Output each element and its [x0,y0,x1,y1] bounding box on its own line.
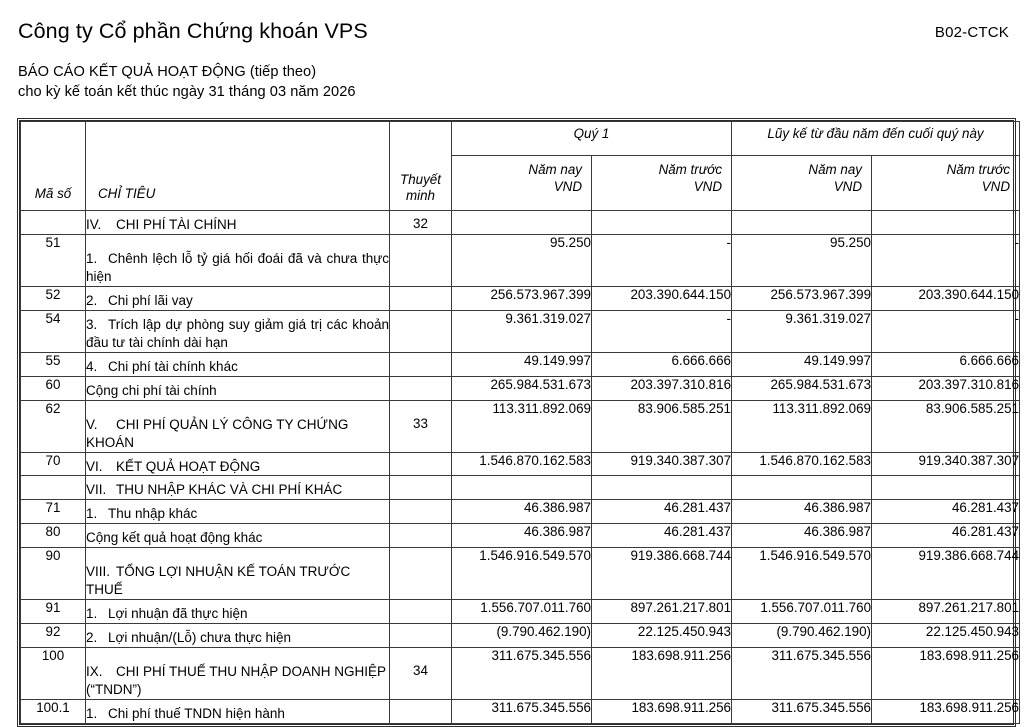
row-quarter-current: 46.386.987 [452,524,592,548]
row-index: 2. [86,630,98,646]
row-quarter-current: 49.149.997 [452,352,592,376]
header-quarter-previous-line2: VND [693,178,723,194]
row-label [86,211,390,235]
row-cumulative-current: 256.573.967.399 [732,286,872,310]
row-label-text: Chi phí thuế TNDN hiện hành [108,706,285,722]
row-code: 52 [21,286,86,310]
row-quarter-previous: 897.261.217.801 [592,600,732,624]
row-cumulative-current: 1.556.707.011.760 [732,600,872,624]
row-code [21,211,86,235]
row-label-text: Cộng chi phí tài chính [86,382,217,398]
row-quarter-current [452,476,592,500]
row-label-text: Lợi nhuận đã thực hiện [108,606,248,622]
row-cumulative-current: 46.386.987 [732,500,872,524]
header-group-quarter: Quý 1 [452,122,732,156]
row-label-text: Cộng kết quả hoạt động khác [86,530,263,546]
header-quarter-previous-line1: Năm trước [658,162,723,177]
row-cumulative-previous: 83.906.585.251 [872,400,1020,452]
row-note [390,310,452,352]
row-label [86,648,390,700]
row-note [390,234,452,286]
row-note [390,352,452,376]
row-note [390,548,452,600]
row-cumulative-current [732,211,872,235]
row-label [86,600,390,624]
row-index: 1. [86,506,98,522]
row-cumulative-previous: 183.698.911.256 [872,700,1020,724]
header-cumulative-current-line1: Năm nay [808,162,863,177]
row-cumulative-previous: - [872,234,1020,286]
table-row [21,548,1020,600]
row-note [390,376,452,400]
table-header-group-row [21,122,1020,156]
row-label [86,352,390,376]
row-quarter-previous: 919.386.668.744 [592,548,732,600]
row-label-text: Chênh lệch lỗ tỷ giá hối đoái đã và chưa thực hiện [86,250,389,284]
row-label [86,624,390,648]
header-quarter-current-line2: VND [553,178,582,194]
company-name: Công ty Cổ phần Chứng khoán VPS [18,19,368,43]
row-code: 100 [21,648,86,700]
row-index: 1. [86,606,98,622]
table-row [21,352,1020,376]
row-quarter-current: 256.573.967.399 [452,286,592,310]
header-cumulative-previous-line2: VND [981,178,1011,194]
row-cumulative-current: 95.250 [732,234,872,286]
row-quarter-current: 1.546.870.162.583 [452,452,592,476]
row-label [86,524,390,548]
row-index: V. [86,416,98,432]
row-label-text: THU NHẬP KHÁC VÀ CHI PHÍ KHÁC [116,482,343,498]
row-quarter-previous: 22.125.450.943 [592,624,732,648]
table-row [21,310,1020,352]
table-header [21,122,1020,211]
row-cumulative-previous: 919.386.668.744 [872,548,1020,600]
row-quarter-current [452,211,592,235]
row-cumulative-current [732,476,872,500]
row-label-text: Thu nhập khác [108,506,198,522]
row-quarter-previous: 183.698.911.256 [592,648,732,700]
row-code: 100.1 [21,700,86,724]
row-cumulative-previous: 6.666.666 [872,352,1020,376]
row-quarter-previous: - [592,234,732,286]
row-code [21,476,86,500]
row-code: 62 [21,400,86,452]
row-label [86,400,390,452]
row-quarter-current: 46.386.987 [452,500,592,524]
row-quarter-previous: 203.397.310.816 [592,376,732,400]
table-row [21,400,1020,452]
row-quarter-current: 95.250 [452,234,592,286]
row-code: 60 [21,376,86,400]
row-cumulative-previous: 897.261.217.801 [872,600,1020,624]
row-code: 80 [21,524,86,548]
row-index: 1. [86,706,98,722]
row-cumulative-previous: 183.698.911.256 [872,648,1020,700]
header-cumulative-current [732,156,872,211]
row-label-text: CHI PHÍ THUẾ THU NHẬP DOANH NGHIỆP (“TNDN”) [86,664,386,698]
row-note: 34 [390,648,452,700]
row-quarter-current: 1.556.707.011.760 [452,600,592,624]
row-label [86,234,390,286]
row-note [390,500,452,524]
header-col-note-line2: minh [405,187,436,203]
row-label-text: Chi phí tài chính khác [108,358,238,374]
table-row [21,476,1020,500]
header-col-note-line1: Thuyết [400,171,441,187]
row-cumulative-previous [872,476,1020,500]
row-label-text: Trích lập dự phòng suy giảm giá trị các khoản đầu tư tài chính dài hạn [86,316,389,350]
row-cumulative-current: 1.546.916.549.570 [732,548,872,600]
header-cumulative-previous-line1: Năm trước [946,162,1011,177]
row-cumulative-current: 46.386.987 [732,524,872,548]
row-index: 3. [86,316,98,332]
row-quarter-current: (9.790.462.190) [452,624,592,648]
row-note [390,700,452,724]
table-row [21,234,1020,286]
row-label-text: CHI PHÍ TÀI CHÍNH [116,217,237,232]
row-cumulative-current: 265.984.531.673 [732,376,872,400]
row-quarter-previous: 6.666.666 [592,352,732,376]
table-row [21,500,1020,524]
report-title: BÁO CÁO KẾT QUẢ HOẠT ĐỘNG (tiếp theo) [18,63,317,80]
header-quarter-current [452,156,592,211]
row-note [390,476,452,500]
row-cumulative-previous: 22.125.450.943 [872,624,1020,648]
row-cumulative-current: 9.361.319.027 [732,310,872,352]
row-code: 92 [21,624,86,648]
row-note [390,600,452,624]
row-code: 70 [21,452,86,476]
row-code: 91 [21,600,86,624]
table-row [21,524,1020,548]
header-quarter-previous [592,156,732,211]
row-label-text: CHI PHÍ QUẢN LÝ CÔNG TY CHỨNG KHOÁN [86,416,349,450]
row-quarter-previous: 919.340.387.307 [592,452,732,476]
table-row [21,600,1020,624]
row-label-text: Chi phí lãi vay [108,292,193,308]
row-label [86,700,390,724]
header-col-code: Mã số [21,122,86,211]
row-index: 1. [86,250,98,266]
row-label-text: Lợi nhuận/(Lỗ) chưa thực hiện [108,630,292,646]
row-quarter-current: 1.546.916.549.570 [452,548,592,600]
header-quarter-current-line1: Năm nay [528,162,582,177]
row-code: 90 [21,548,86,600]
row-label [86,476,390,500]
row-cumulative-previous: 919.340.387.307 [872,452,1020,476]
form-code: B02-CTCK [934,24,1009,41]
header-col-item: CHỈ TIÊU [86,122,390,211]
row-cumulative-current: (9.790.462.190) [732,624,872,648]
table-row [21,286,1020,310]
row-quarter-current: 9.361.319.027 [452,310,592,352]
report-title-block [18,62,1007,103]
row-quarter-previous: 46.281.437 [592,524,732,548]
row-quarter-previous [592,476,732,500]
table-row [21,211,1020,235]
row-note: 33 [390,400,452,452]
row-quarter-previous: 183.698.911.256 [592,700,732,724]
row-label-text: TỔNG LỢI NHUẬN KẾ TOÁN TRƯỚC THUẾ [86,564,351,598]
document-header [0,0,1025,101]
row-quarter-current: 311.675.345.556 [452,700,592,724]
row-cumulative-current: 49.149.997 [732,352,872,376]
row-cumulative-current: 1.546.870.162.583 [732,452,872,476]
row-cumulative-current: 311.675.345.556 [732,700,872,724]
row-note [390,524,452,548]
row-cumulative-previous [872,211,1020,235]
table-row [21,700,1020,724]
row-quarter-previous: 203.390.644.150 [592,286,732,310]
financial-table-container [17,118,1020,727]
row-code: 51 [21,234,86,286]
row-cumulative-current: 113.311.892.069 [732,400,872,452]
row-index: IV. [86,217,102,232]
row-index: 4. [86,358,98,374]
row-cumulative-previous: 203.390.644.150 [872,286,1020,310]
row-cumulative-current: 311.675.345.556 [732,648,872,700]
report-period: cho kỳ kế toán kết thúc ngày 31 tháng 03 năm 2026 [18,84,356,101]
row-note [390,624,452,648]
row-cumulative-previous: 46.281.437 [872,524,1020,548]
row-quarter-previous: 46.281.437 [592,500,732,524]
header-cumulative-previous [872,156,1020,211]
row-index: VI. [86,458,103,474]
row-label [86,548,390,600]
row-index: VII. [86,482,107,498]
row-index: VIII. [86,564,111,580]
header-group-cumulative: Lũy kế từ đầu năm đến cuối quý này [732,122,1020,156]
row-quarter-current: 265.984.531.673 [452,376,592,400]
row-quarter-previous: 83.906.585.251 [592,400,732,452]
financial-table [20,121,1020,724]
row-cumulative-previous: 46.281.437 [872,500,1020,524]
row-label [86,500,390,524]
row-quarter-current: 113.311.892.069 [452,400,592,452]
header-col-note [390,122,452,211]
row-cumulative-previous: 203.397.310.816 [872,376,1020,400]
row-code: 55 [21,352,86,376]
row-cumulative-previous: - [872,310,1020,352]
header-cumulative-current-line2: VND [833,178,863,194]
row-index: IX. [86,664,103,680]
table-body [21,211,1020,724]
row-code: 54 [21,310,86,352]
table-row [21,624,1020,648]
row-note: 32 [390,211,452,235]
row-quarter-current: 311.675.345.556 [452,648,592,700]
row-note [390,286,452,310]
row-quarter-previous: - [592,310,732,352]
row-label-text: KẾT QUẢ HOẠT ĐỘNG [116,458,261,474]
row-label [86,452,390,476]
row-code: 71 [21,500,86,524]
row-label [86,376,390,400]
row-note [390,452,452,476]
table-row [21,452,1020,476]
row-quarter-previous [592,211,732,235]
row-index: 2. [86,292,98,308]
row-label [86,286,390,310]
row-label [86,310,390,352]
table-row [21,648,1020,700]
table-row [21,376,1020,400]
